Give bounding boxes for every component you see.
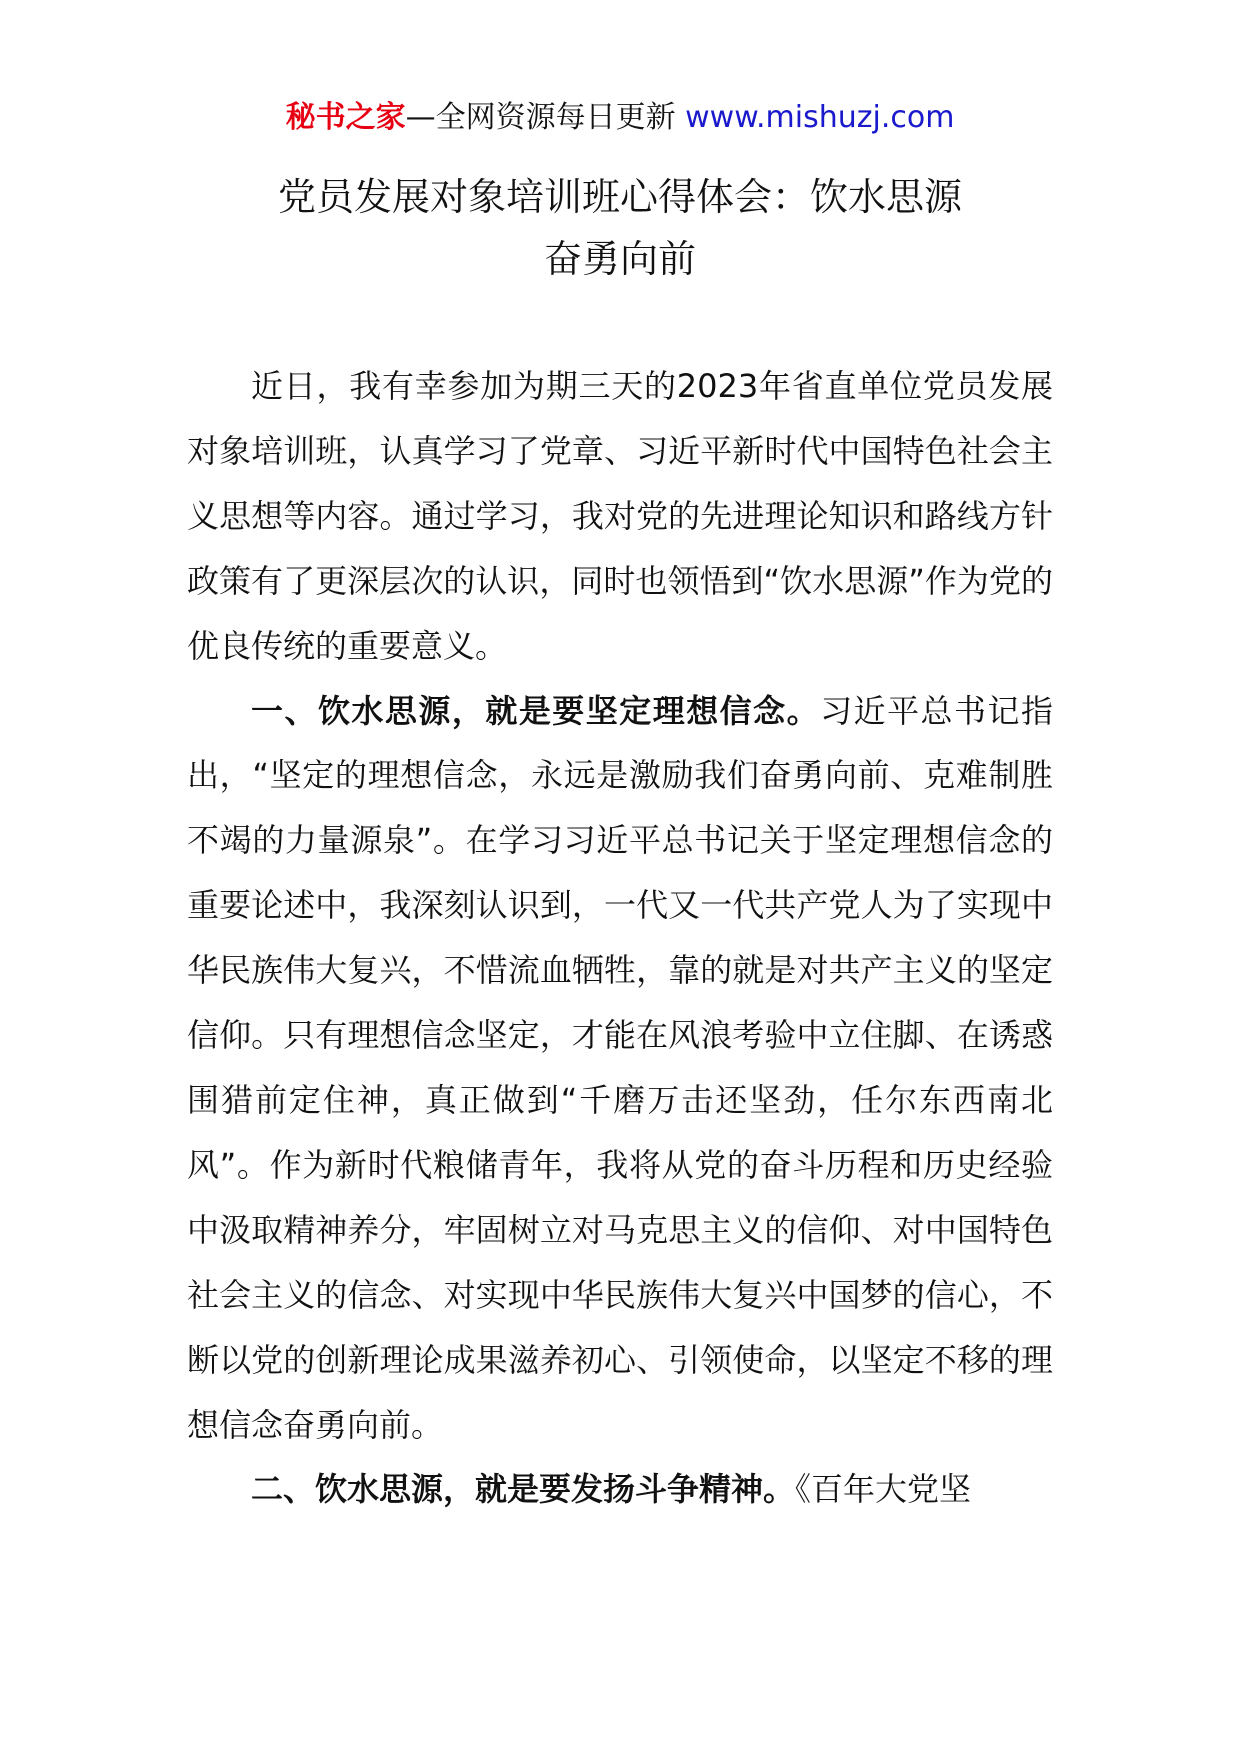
title-line-1: 党员发展对象培训班心得体会：饮水思源: [277, 175, 962, 219]
site-brand: 秘书之家: [285, 100, 406, 135]
paragraph-text: 习近平总书记指出，“坚定的理想信念，永远是激励我们奋勇向前、克难制胜不竭的力量源泉”。在学习习近平总书记关于坚定理想信念的重要论述中，我深刻认识到，一代又一代共产党人为了实现中华民族伟大复兴，不惜流血牺牲，靠的就是对共产主义的坚定信仰。只有理想信念坚定，才能在风浪考验中立住脚、在诱惑围猎前定住神，真正做到“千磨万击还坚劲，任尔东西南北风”。作为新时代粮储青年，我将从党的奋斗历程和历史经验中汲取精神养分，牢固树立对马克思主义的信仰、对中国特色社会主义的信念、对实现中华民族伟大复兴中国梦的信心，不断以党的创新理论成果滋养初心、引领使命，以坚定不移的理想信念奋勇向前。: [187, 691, 1053, 1444]
site-slogan: —全网资源每日更新: [405, 100, 676, 135]
document-body: [187, 354, 1053, 1522]
paragraph-intro: [187, 354, 1053, 679]
document-title: [120, 166, 1120, 290]
site-url[interactable]: www.mishuzj.com: [685, 100, 955, 135]
paragraph-section-1: [187, 679, 1053, 1458]
section-heading: 一、饮水思源，就是要坚定理想信念。: [251, 691, 821, 730]
paragraph-text: 近日，我有幸参加为期三天的2023年省直单位党员发展对象培训班，认真学习了党章、习近平新时代中国特色社会主义思想等内容。通过学习，我对党的先进理论知识和路线方针政策有了更深层次的认识，同时也领悟到“饮水思源”作为党的优良传统的重要意义。: [187, 367, 1053, 665]
paragraph-text: 《百年大党坚: [795, 1470, 972, 1509]
site-header: [0, 98, 1240, 138]
title-line-2: 奋勇向前: [543, 237, 696, 281]
paragraph-section-2: [187, 1457, 1053, 1522]
section-heading: 二、饮水思源，就是要发扬斗争精神。: [251, 1470, 796, 1509]
